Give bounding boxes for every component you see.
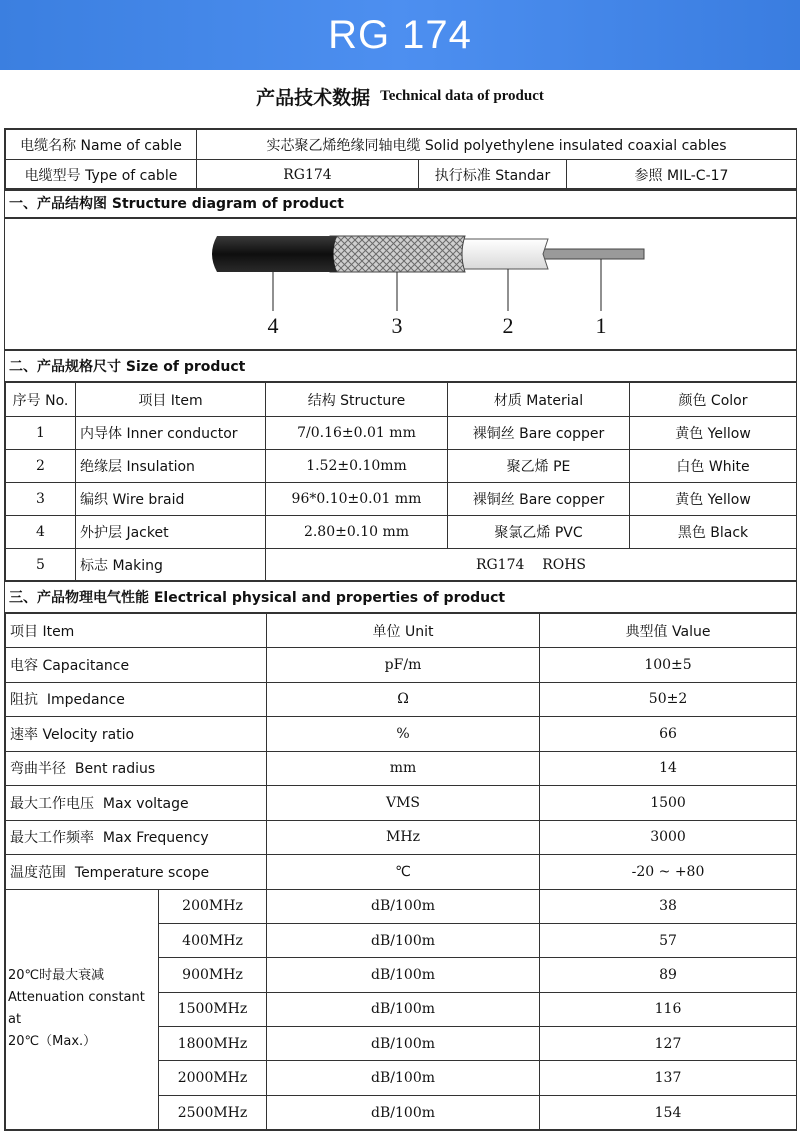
electrical-header-row [6, 614, 797, 648]
size-header-item: 项目 Item [76, 383, 266, 417]
info-row-name [6, 130, 797, 160]
elec-header-value: 典型值 Value [540, 614, 797, 648]
size-item: 绝缘层 Insulation [76, 450, 266, 483]
callout-3: 3 [391, 313, 403, 338]
standard-label: 执行标准 Standar [419, 160, 567, 190]
subtitle [0, 80, 800, 112]
section2-title: 二、产品规格尺寸 Size of product [4, 350, 797, 382]
elec-value: 100±5 [540, 648, 797, 683]
table-row [6, 483, 797, 516]
atten-freq: 900MHz [159, 958, 267, 992]
atten-unit: dB/100m [267, 1061, 540, 1095]
elec-item: 弯曲半径 Bent radius [6, 751, 267, 786]
size-structure: 7/0.16±0.01 mm [266, 417, 448, 450]
size-color: 黑色 Black [630, 516, 797, 549]
table-row [6, 751, 797, 786]
size-header-no: 序号 No. [6, 383, 76, 417]
atten-value: 38 [540, 889, 797, 923]
size-table [4, 382, 797, 582]
attenuation-label-line1: 20℃时最大衰减 [8, 968, 105, 984]
table-row [6, 417, 797, 450]
elec-item: 最大工作频率 Max Frequency [6, 820, 267, 855]
table-row [6, 855, 797, 890]
atten-value: 154 [540, 1095, 797, 1129]
atten-value: 89 [540, 958, 797, 992]
callout-2: 2 [502, 313, 514, 338]
wire-braid-layer [330, 236, 465, 272]
size-header-material: 材质 Material [448, 383, 630, 417]
elec-item: 温度范围 Temperature scope [6, 855, 267, 890]
size-material: 裸铜丝 Bare copper [448, 417, 630, 450]
name-label: 电缆名称 Name of cable [6, 130, 197, 160]
elec-unit: VMS [267, 786, 540, 821]
subtitle-en: Technical data of product [380, 87, 544, 104]
size-no: 2 [6, 450, 76, 483]
elec-unit: % [267, 717, 540, 752]
elec-unit: Ω [267, 682, 540, 717]
table-row [6, 820, 797, 855]
elec-header-item: 项目 Item [6, 614, 267, 648]
size-material: 裸铜丝 Bare copper [448, 483, 630, 516]
title-banner [0, 0, 800, 70]
callout-1: 1 [595, 313, 607, 338]
size-structure: 1.52±0.10mm [266, 450, 448, 483]
size-color: 白色 White [630, 450, 797, 483]
insulation-layer [460, 239, 548, 269]
marking-no: 5 [6, 549, 76, 581]
size-structure: 96*0.10±0.01 mm [266, 483, 448, 516]
elec-item: 速率 Velocity ratio [6, 717, 267, 752]
atten-value: 116 [540, 992, 797, 1026]
info-table [4, 128, 797, 191]
elec-header-unit: 单位 Unit [267, 614, 540, 648]
atten-value: 127 [540, 1027, 797, 1061]
elec-unit: ℃ [267, 855, 540, 890]
atten-freq: 2000MHz [159, 1061, 267, 1095]
type-value: RG174 [197, 160, 419, 190]
table-row [6, 682, 797, 717]
page-title: RG 174 [328, 12, 472, 57]
elec-item: 阻抗 Impedance [6, 682, 267, 717]
subtitle-cn: 产品技术数据 [256, 86, 371, 109]
atten-unit: dB/100m [267, 958, 540, 992]
table-row [6, 450, 797, 483]
atten-freq: 1800MHz [159, 1027, 267, 1061]
table-row [6, 717, 797, 752]
marking-value: RG174 ROHS [266, 549, 797, 581]
atten-freq: 1500MHz [159, 992, 267, 1026]
atten-freq: 2500MHz [159, 1095, 267, 1129]
atten-unit: dB/100m [267, 1027, 540, 1061]
electrical-table [4, 613, 797, 1131]
elec-unit: pF/m [267, 648, 540, 683]
elec-item: 最大工作电压 Max voltage [6, 786, 267, 821]
atten-value: 57 [540, 923, 797, 957]
elec-unit: mm [267, 751, 540, 786]
size-header-color: 颜色 Color [630, 383, 797, 417]
section1-title: 一、产品结构图 Structure diagram of product [4, 188, 797, 218]
atten-value: 137 [540, 1061, 797, 1095]
size-item: 外护层 Jacket [76, 516, 266, 549]
jacket-layer [212, 236, 337, 272]
size-material: 聚乙烯 PE [448, 450, 630, 483]
marking-item: 标志 Making [76, 549, 266, 581]
attenuation-label-line2: Attenuation constant at [8, 990, 145, 1028]
size-color: 黄色 Yellow [630, 483, 797, 516]
atten-freq: 200MHz [159, 889, 267, 923]
atten-unit: dB/100m [267, 889, 540, 923]
elec-value: 1500 [540, 786, 797, 821]
size-structure: 2.80±0.10 mm [266, 516, 448, 549]
elec-value: 50±2 [540, 682, 797, 717]
inner-conductor [540, 249, 644, 259]
attenuation-label [6, 889, 159, 1130]
atten-unit: dB/100m [267, 992, 540, 1026]
atten-unit: dB/100m [267, 1095, 540, 1129]
table-row [6, 648, 797, 683]
cable-illustration [5, 219, 796, 349]
size-item: 编织 Wire braid [76, 483, 266, 516]
size-color: 黄色 Yellow [630, 417, 797, 450]
structure-diagram [4, 218, 797, 350]
standard-value: 参照 MIL-C-17 [567, 160, 797, 190]
section3-title: 三、产品物理电气性能 Electrical physical and properties of product [4, 581, 797, 613]
size-header-row [6, 383, 797, 417]
elec-value: 66 [540, 717, 797, 752]
size-header-structure: 结构 Structure [266, 383, 448, 417]
size-no: 1 [6, 417, 76, 450]
elec-unit: MHz [267, 820, 540, 855]
table-row [6, 516, 797, 549]
name-value: 实芯聚乙烯绝缘同轴电缆 Solid polyethylene insulated coaxial cables [197, 130, 797, 160]
elec-item: 电容 Capacitance [6, 648, 267, 683]
elec-value: -20 ~ +80 [540, 855, 797, 890]
marking-row [6, 549, 797, 581]
atten-freq: 400MHz [159, 923, 267, 957]
elec-value: 14 [540, 751, 797, 786]
size-no: 4 [6, 516, 76, 549]
type-label: 电缆型号 Type of cable [6, 160, 197, 190]
info-row-type [6, 160, 797, 190]
table-row [6, 786, 797, 821]
callout-4: 4 [267, 313, 279, 338]
atten-unit: dB/100m [267, 923, 540, 957]
attenuation-row [6, 889, 797, 923]
size-material: 聚氯乙烯 PVC [448, 516, 630, 549]
attenuation-label-line3: 20℃（Max.） [8, 1034, 97, 1050]
size-item: 内导体 Inner conductor [76, 417, 266, 450]
size-no: 3 [6, 483, 76, 516]
elec-value: 3000 [540, 820, 797, 855]
